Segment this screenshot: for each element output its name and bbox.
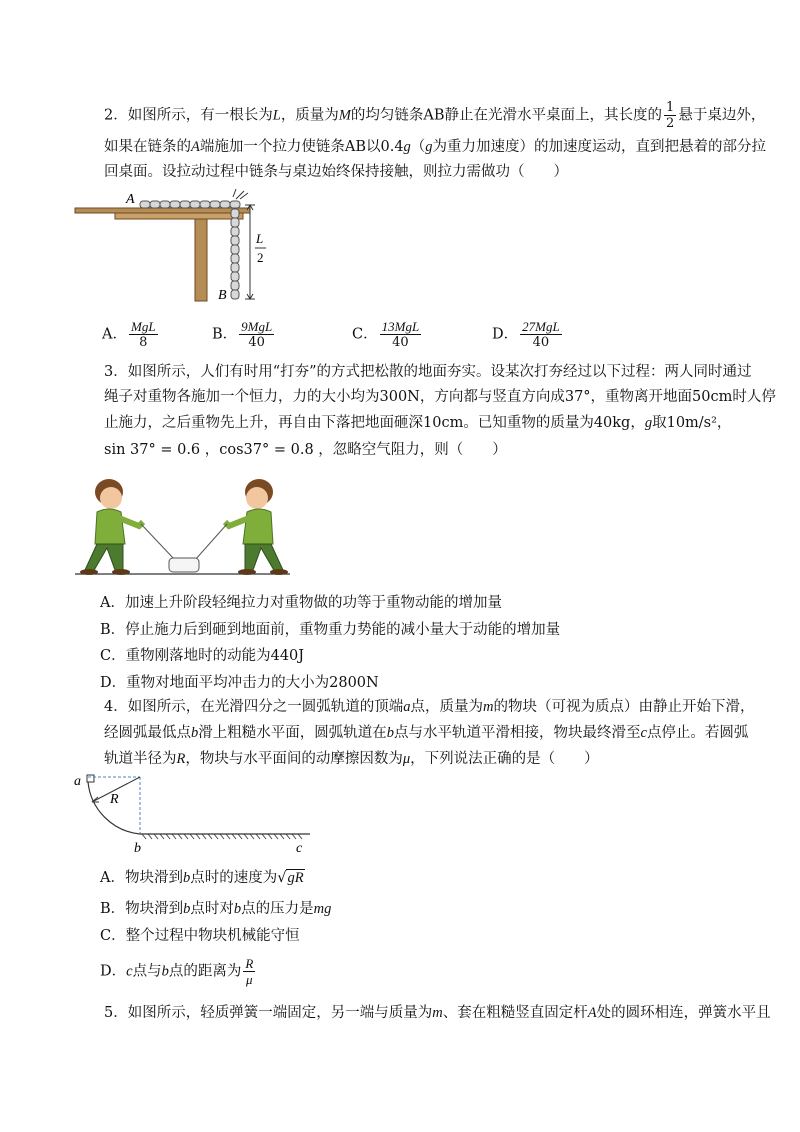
label-L: L [256,231,264,246]
q4-line-1: 4．如图所示，在光滑四分之一圆弧轨道的顶端a点，质量为m的物块（可视为质点）由静止开始下滑， [104,699,755,715]
q4-option-c[interactable]: C．整个过程中物块机械能守恒 [100,928,300,944]
label-A: A [126,192,135,207]
q2-line-2: 如果在链条的A端施加一个拉力使链条AB以0.4g（g为重力加速度）的加速度运动，直到把悬着的部分拉 [104,139,767,155]
q4-option-a[interactable]: A．物块滑到b点时的速度为√gR [100,870,304,886]
q4-option-d[interactable]: D．c点与b点的距离为 $\frac{R}{\mu}$ [100,956,254,987]
rope-left [141,524,175,560]
label-B: B [218,288,227,303]
q4-line-3: 轨道半径为R，物块与水平面间的动摩擦因数为μ，下列说法正确的是（ ） [104,751,599,767]
q2-line-3: 回桌面。设拉动过程中链条与桌边始终保持接触，则拉力需做功（ ） [104,164,568,180]
q3-line-1: 3．如图所示，人们有时用“打夯”的方式把松散的地面夯实。设某次打夯经过以下过程：两人同时通过 [104,364,752,380]
chain-vertical [231,209,239,299]
track-hatch [142,834,302,839]
q4-option-b[interactable]: B．物块滑到b点时对b点的压力是mg [100,901,332,917]
weight-block [169,558,199,572]
q3-line-2: 绳子对重物各施加一个恒力，力的大小均为300N，方向都与竖直方向成37°，重物离开地面50cm时人停 [104,389,776,405]
q5-line-1: 5．如图所示，轻质弹簧一端固定，另一端与质量为m、套在粗糙竖直固定杆A处的圆环相连，弹簧水平且 [104,1005,771,1021]
q2-option-a[interactable]: A． $\frac{\text{MgL}}{8}$ [102,319,156,350]
q3-option-d[interactable]: D．重物对地面平均冲击力的大小为2800N [100,675,379,691]
q4-line-2: 经圆弧最低点b滑上粗糙水平面，圆弧轨道在b点与水平轨道平滑相接，物块最终滑至c点停止。若圆弧 [104,725,749,741]
q3-option-b[interactable]: B．停止施力后到砸到地面前，重物重力势能的减小量大于动能的增加量 [100,622,561,638]
q2-option-c[interactable]: C． $\frac{\text{13MgL}}{40}$ [352,319,420,350]
tamping-figure [75,478,290,578]
q2-option-b[interactable]: B． $\frac{\text{9MgL}}{40}$ [212,319,273,350]
table-top-under [115,213,243,219]
q3-option-a[interactable]: A．加速上升阶段轻绳拉力对重物做的功等于重物动能的增加量 [100,595,502,611]
arc-track-figure [70,772,315,857]
chain-horizontal [140,201,240,208]
label-2: 2 [257,250,264,265]
block-at-a [87,775,94,782]
fraction-one-half: $\frac{1}{2}$ [666,100,675,131]
q2-line-1: 2．如图所示，有一根长为L，质量为M的均匀链条AB静止在光滑水平桌面上，其长度的 $\frac{1}{2}$ 悬于桌边外， [104,100,766,131]
q2-option-d[interactable]: D． $\frac{\text{27MgL}}{40}$ [492,319,560,350]
rope-right [195,524,227,560]
label-c: c [296,841,303,856]
left-person [80,479,143,575]
right-person [225,479,288,575]
corner-hatch [233,189,248,199]
q3-option-c[interactable]: C．重物刚落地时的动能为440J [100,648,305,664]
label-b: b [134,841,141,856]
quarter-arc [88,782,140,834]
q3-line-4: sin 37° = 0.6 ，cos37° = 0.8 ，忽略空气阻力，则（ ） [104,442,507,458]
table-leg [195,219,207,301]
chain-table-figure [70,185,270,305]
label-R: R [110,792,119,807]
table-top [75,208,250,213]
q3-line-3: 止施力，之后重物先上升，再自由下落把地面砸深10cm。已知重物的质量为40kg，g取10m/s²， [104,415,732,431]
label-a: a [74,774,81,789]
